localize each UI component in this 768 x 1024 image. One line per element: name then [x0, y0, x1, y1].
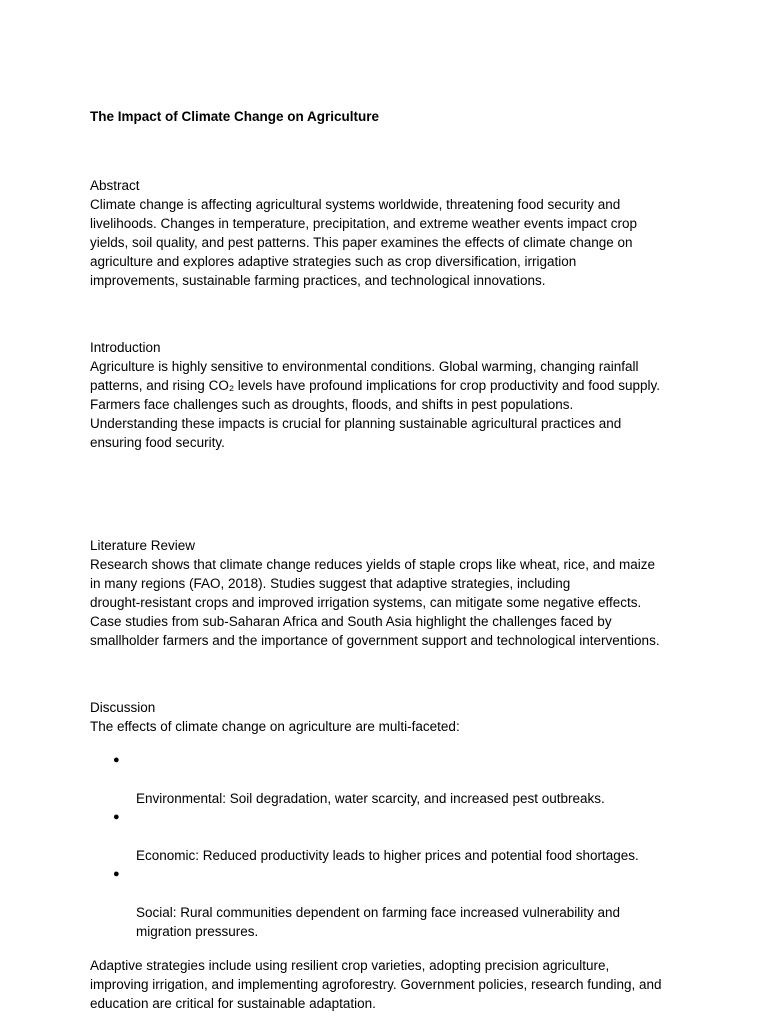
bullet-dot-icon: ●	[113, 868, 120, 880]
introduction-heading: Introduction	[90, 340, 161, 355]
discussion-intro: The effects of climate change on agriculture are multi-faceted:	[90, 719, 460, 734]
document-title: The Impact of Climate Change on Agriculture	[90, 109, 380, 124]
bullet-text: Economic: Reduced productivity leads to higher prices and potential food shortages.	[136, 848, 639, 863]
discussion-heading: Discussion	[90, 700, 156, 715]
bullet-dot-icon: ●	[113, 811, 120, 823]
introduction-body: Agriculture is highly sensitive to environmental conditions. Global warming, changing rainfall patterns, and rising CO₂ levels have profound implications for crop productivity and food supply. Farmers face challenges such as droughts, floods, and shifts in pest populations. Understanding these impacts is crucial for planning sustainable agricultural practices and ensuring food security.	[90, 359, 661, 450]
discussion-bullet-list	[90, 751, 690, 941]
literature-review-section	[90, 536, 690, 650]
bullet-text: Environmental: Soil degradation, water scarcity, and increased pest outbreaks.	[136, 791, 605, 806]
literature-review-body: Research shows that climate change reduces yields of staple crops like wheat, rice, and maize in many regions (FAO, 2018). Studies suggest that adaptive strategies, including drought-resistant crops and improved irrigation systems, can mitigate some negative effects. Case studies from sub-Saharan Africa and South Asia highlight the challenges faced by smallholder farmers and the importance of government support and technological interventions.	[90, 557, 660, 648]
bullet-text: Social: Rural communities dependent on farming face increased vulnerability and migration pressures.	[136, 905, 621, 939]
bullet-dot-icon: ●	[113, 754, 120, 766]
discussion-section	[90, 698, 690, 1013]
introduction-section	[90, 338, 690, 452]
list-item	[90, 751, 690, 808]
list-item	[90, 865, 690, 941]
abstract-body: Climate change is affecting agricultural systems worldwide, threatening food security and livelihoods. Changes in temperature, precipitation, and extreme weather events impact crop yields, soil quality, and pest patterns. This paper examines the effects of climate change on agriculture and explores adaptive strategies such as crop diversification, irrigation improvements, sustainable farming practices, and technological innovations.	[90, 197, 638, 288]
abstract-section	[90, 176, 690, 290]
list-item	[90, 808, 690, 865]
discussion-closing: Adaptive strategies include using resilient crop varieties, adopting precision agriculture, improving irrigation, and implementing agroforestry. Government policies, research funding, and education are critical for sustainable adaptation.	[90, 958, 662, 1011]
literature-review-heading: Literature Review	[90, 538, 196, 553]
abstract-heading: Abstract	[90, 178, 140, 193]
